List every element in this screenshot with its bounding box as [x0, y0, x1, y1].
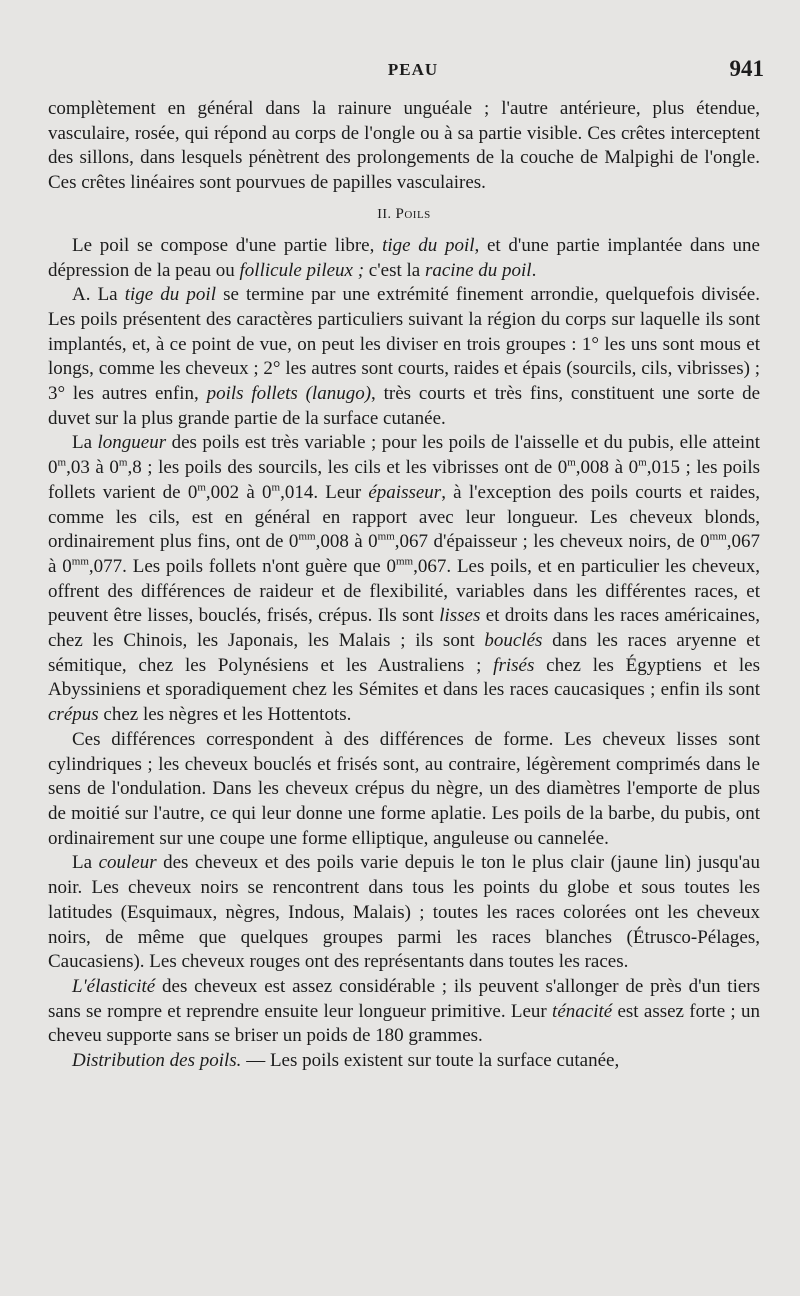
text-run: des cheveux est assez considérable ; ils peuvent s'allonger de près d'un tiers sans se rompre et reprendre ensuite leur longueur primitive. Leur	[48, 975, 760, 1022]
term-poils-follets: poils follets (lanugo)	[206, 383, 372, 405]
term-frises: frisés	[493, 654, 535, 676]
paragraph-hair-definition	[48, 234, 760, 283]
text-run: ,002 à 0	[205, 481, 272, 503]
term-boucles: bouclés	[484, 630, 543, 652]
text-run: A. La	[72, 284, 125, 306]
text-run: ,008 à 0	[315, 531, 378, 553]
text-run: Le poil se compose d'une partie libre,	[72, 234, 383, 256]
unit-superscript: m	[567, 456, 576, 469]
text-run: ,03 à 0	[66, 457, 119, 479]
text-run: .	[531, 259, 537, 281]
text-run: est assez forte ; un cheveu supporte sans se briser un poids de 180 grammes.	[48, 1000, 761, 1047]
term-tige: tige du poil	[382, 234, 475, 256]
unit-superscript: m	[638, 456, 647, 469]
paragraph-shape: Ces différences correspondent à des différences de forme. Les cheveux lisses sont cylindriques ; les cheveux bouclés et frisés sont, au contraire, légèrement comprimés dans le sens de l'ondulation. Dans les cheveux crépus du nègre, un des diamètres l'emporte de plus de moitié sur l'autre, ce qui leur donne une forme aplatie. Les poils de la barbe, du pubis, ont ordinairement sur une coupe une forme elliptique, anguleuse ou cannelée.	[48, 728, 760, 849]
text-run: ,067 d'épaisseur ; les cheveux noirs, de 0	[394, 531, 710, 553]
unit-superscript: m	[57, 456, 67, 469]
paragraph-length-thickness	[48, 431, 760, 727]
unit-superscript: m	[118, 456, 128, 469]
text-run: ,077. Les poils follets n'ont guère que 0	[88, 555, 396, 577]
term-elasticite: L'élasticité	[72, 975, 156, 997]
unit-superscript: m	[271, 481, 281, 494]
unit-superscript: mm	[377, 530, 395, 543]
text-run: des poils est très variable ; pour les poils de l'aisselle et du pubis, elle atteint 0	[48, 432, 760, 479]
text-run: , à l'exception des poils courts et raides, comme les cils, est en général en rapport avec leur longueur. Les cheveux blonds, ordinairement plus fins, ont de 0	[48, 481, 760, 553]
unit-superscript: mm	[298, 530, 316, 543]
text-run: ,8 ; les poils des sourcils, les cils et les vibrisses ont de 0	[127, 457, 568, 479]
text-run: ,067. Les poils, et en particulier les cheveux, offrent des différences de raideur et de flexibilité, variables dans les différentes races, et peuvent être lisses, bouclés, frisés, crépus. Ils sont	[48, 555, 760, 627]
running-title: PEAU	[387, 60, 439, 79]
text-run: La	[72, 852, 99, 874]
text-run: chez les Égyptiens et les Abyssiniens et sporadiquement chez les Sémites et dans les races caucasiques ; enfin ils sont	[48, 654, 760, 701]
text-run: se termine par une extrémité finement arrondie, quelquefois divisée. Les poils présentent des caractères particuliers suivant la région du corps sur laquelle ils sont implantés, et, à ce point de vue, on peut les diviser en trois groupes : 1° les uns sont mous et longs, comme les cheveux ; 2° les autres sont courts, raides et épais (sourcils, cils, vibrisses) ; 3° les autres enfin,	[48, 284, 760, 405]
text-run: , très courts et très fins, constituent une sorte de duvet sur la plus grande partie de la surface cutanée.	[48, 383, 761, 429]
section-heading	[48, 204, 760, 225]
section-title: Poils	[395, 205, 431, 222]
term-tige: tige du poil	[124, 284, 216, 306]
term-epaisseur: épaisseur	[368, 481, 442, 503]
text-run: et droits dans les races américaines, chez les Chinois, les Japonais, les Malais ; ils sont	[48, 605, 760, 652]
body-text	[48, 97, 760, 1074]
text-run: — Les poils existent sur toute la surface cutanée,	[241, 1050, 620, 1072]
term-follicule: follicule pileux ;	[239, 259, 365, 281]
unit-superscript: mm	[71, 555, 89, 568]
running-head	[60, 58, 766, 88]
text-run: , et d'une partie implantée dans une dépression de la peau ou	[48, 234, 760, 281]
term-longueur: longueur	[97, 432, 167, 454]
text-run: dans les races aryenne et sémitique, chez les Polynésiens et les Australiens ;	[48, 630, 761, 676]
term-crepus: crépus	[48, 704, 99, 726]
text-run: ,008 à 0	[575, 457, 639, 479]
text-run: c'est la	[364, 259, 425, 281]
term-tenacite: ténacité	[552, 1000, 613, 1022]
term-distribution: Distribution des poils.	[72, 1050, 242, 1072]
text-run: ,014. Leur	[280, 481, 369, 503]
term-lisses: lisses	[439, 605, 481, 627]
unit-superscript: m	[197, 481, 206, 494]
text-run: ,067 à 0	[48, 531, 760, 577]
paragraph-continuation: complètement en général dans la rainure unguéale ; l'autre antérieure, plus étendue, vasculaire, rosée, qui répond au corps de l'ongle ou à sa partie visible. Ces crêtes interceptent des sillons, dans lesquels pénètrent des prolongements de la couche de Malpighi de l'ongle. Ces crêtes linéaires sont pourvues de papilles vasculaires.	[48, 98, 760, 194]
paragraph-elasticity	[48, 975, 760, 1049]
term-couleur: couleur	[98, 852, 157, 874]
page-number: 941	[729, 56, 764, 81]
section-number: II.	[377, 206, 392, 222]
paragraph-distribution	[48, 1049, 760, 1074]
unit-superscript: mm	[395, 555, 414, 568]
term-racine: racine du poil	[424, 259, 532, 281]
text-run: des cheveux et des poils varie depuis le ton le plus clair (jaune lin) jusqu'au noir. Les cheveux noirs se rencontrent dans tous les points du globe et sous toutes les latitudes (Esquimaux, nègres, Indous, Malais) ; toutes les races colorées ont les cheveux noirs, de même que quelques groupes parmi les races blanches (Étrusco-Pélages, Caucasiens). Les cheveux rouges ont des représentants dans toutes les races.	[48, 852, 760, 973]
text-run: chez les nègres et les Hottentots.	[98, 704, 352, 726]
paragraph-hair-shaft	[48, 283, 760, 431]
paragraph-color	[48, 851, 760, 975]
text-run: La	[72, 432, 98, 454]
unit-superscript: mm	[709, 530, 727, 543]
text-run: ,015 ; les poils follets varient de 0	[48, 457, 761, 503]
